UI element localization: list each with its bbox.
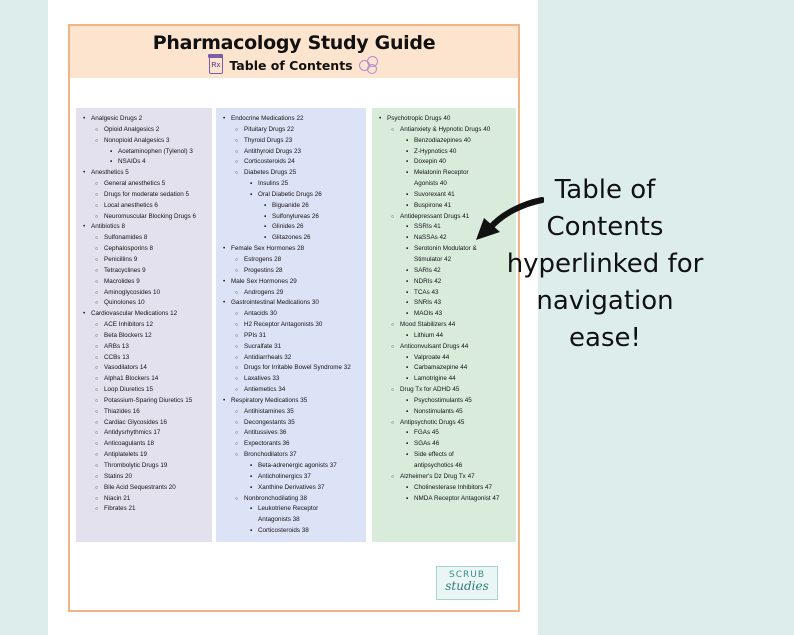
toc-link[interactable]: ○ Statins 20	[82, 472, 208, 483]
toc-link[interactable]: ○ Antianxiety & Hypnotic Drugs 40	[378, 125, 512, 136]
toc-link[interactable]: Antagonists 38	[258, 516, 300, 524]
toc-link[interactable]: ▪ MAOIs 43	[378, 309, 512, 320]
toc-link[interactable]: antipsychotics 46	[414, 462, 463, 469]
toc-link[interactable]: ▪ FGAs 45	[378, 428, 512, 439]
toc-link[interactable]: ○ Beta Blockers 12	[82, 331, 208, 342]
toc-link[interactable]: ○ Estrogens 28	[222, 255, 362, 266]
toc-link[interactable]: Agonists 40	[414, 180, 447, 188]
toc-link[interactable]: ▪ Glinides 26	[222, 222, 362, 233]
toc-link[interactable]: ▪ Melatonin Receptor	[378, 168, 512, 179]
scrub-studies-logo	[436, 566, 498, 600]
toc-link[interactable]: ○ Androgens 29	[222, 288, 362, 299]
toc-link[interactable]: ○ Decongestants 35	[222, 418, 362, 429]
toc-link[interactable]: ○ Nonbronchodilating 38	[222, 494, 362, 505]
toc-link[interactable]: ▪ SSRIs 41	[378, 222, 512, 233]
toc-link[interactable]: • Psychotropic Drugs 40	[378, 114, 512, 125]
toc-link[interactable]: ○ Antidiarrheals 32	[222, 353, 362, 364]
toc-link[interactable]: ▪ SGAs 46	[378, 439, 512, 450]
toc-link[interactable]: ○ Anticoagulants 18	[82, 439, 208, 450]
toc-link[interactable]: ○ PPIs 31	[222, 331, 362, 342]
toc-link[interactable]: ○ Bronchodilators 37	[222, 450, 362, 461]
toc-link[interactable]: ▪ NaSSAs 42	[378, 233, 512, 244]
toc-subtitle: Table of Contents	[229, 57, 353, 73]
toc-link[interactable]: • Antibiotics 8	[82, 222, 208, 233]
toc-link[interactable]: ○ Alpha1 Blockers 14	[82, 374, 208, 385]
toc-link[interactable]: ○ Antithyroid Drugs 23	[222, 147, 362, 158]
toc-link[interactable]: ○ Pituitary Drugs 22	[222, 125, 362, 136]
toc-link[interactable]: ○ Drugs for moderate sedation 5	[82, 190, 208, 201]
toc-link[interactable]: ▪ Cholinesterase Inhibitors 47	[378, 483, 512, 494]
toc-link[interactable]: ○ Diabetes Drugs 25	[222, 168, 362, 179]
toc-link[interactable]: ▪ Xanthine Derivatives 37	[222, 483, 362, 494]
toc-link[interactable]: ○ Antihistamines 35	[222, 407, 362, 418]
toc-link[interactable]: ○ Antipsychotic Drugs 45	[378, 418, 512, 429]
toc-link[interactable]: ▪ Serotonin Modulator &	[378, 244, 512, 255]
toc-link[interactable]: ○ Thyroid Drugs 23	[222, 136, 362, 147]
toc-link[interactable]: ▪ Leukotriene Receptor	[222, 504, 362, 515]
toc-link[interactable]: ○ Sucralfate 31	[222, 342, 362, 353]
toc-link[interactable]: ○ Vasodilators 14	[82, 363, 208, 374]
toc-link[interactable]: ○ Antiemetics 34	[222, 385, 362, 396]
toc-column-2	[216, 108, 366, 542]
toc-link[interactable]: ▪ Beta-adrenergic agonists 37	[222, 461, 362, 472]
toc-link[interactable]: ○ Cardiac Glycosides 16	[82, 418, 208, 429]
toc-link[interactable]: ▪ NMDA Receptor Antagonist 47	[378, 494, 512, 505]
callout-line: hyperlinked for	[506, 249, 704, 279]
toc-link[interactable]: ▪ Biguanide 26	[222, 201, 362, 212]
toc-link[interactable]: ▪ Lamotrigine 44	[378, 374, 512, 385]
toc-link[interactable]: ○ Antitussives 36	[222, 428, 362, 439]
toc-link[interactable]: ○ Corticosteroids 24	[222, 157, 362, 168]
toc-link[interactable]: • Female Sex Hormones 28	[222, 244, 362, 255]
toc-link[interactable]: ○ Laxatives 33	[222, 374, 362, 385]
toc-link[interactable]: ○ Niacin 21	[82, 494, 208, 505]
toc-link[interactable]: ○ Sulfonamides 8	[82, 233, 208, 244]
toc-link[interactable]: ▪ NSAIDs 4	[82, 157, 208, 168]
toc-link[interactable]: ▪ Lithium 44	[378, 331, 512, 342]
toc-link[interactable]: ○ Drugs for Irritable Bowel Syndrome 32	[222, 363, 362, 374]
toc-link[interactable]: ▪ Benzodiazepines 40	[378, 136, 512, 147]
toc-link[interactable]: ○ Thiazides 16	[82, 407, 208, 418]
toc-link[interactable]: ▪ Side effects of	[378, 450, 512, 461]
toc-link[interactable]: Stimulator 42	[414, 255, 452, 263]
toc-link[interactable]: ○ CCBs 13	[82, 353, 208, 364]
toc-link[interactable]: ▪ Anticholinergics 37	[222, 472, 362, 483]
callout-line: ease!	[569, 323, 641, 353]
pills-icon	[359, 56, 379, 74]
toc-link[interactable]: ○ Anticonvulsant Drugs 44	[378, 342, 512, 353]
callout-line: Contents	[546, 212, 664, 242]
toc-link[interactable]: ▪ SNRIs 43	[378, 298, 512, 309]
toc-column-3	[372, 108, 516, 542]
toc-link[interactable]: ○ ACE Inhibitors 12	[82, 320, 208, 331]
toc-link[interactable]: ▪ Psychostimulants 45	[378, 396, 512, 407]
toc-link[interactable]: ○ Mood Stabilizers 44	[378, 320, 512, 331]
logo-studies-text: studies	[445, 579, 489, 593]
toc-link[interactable]: ○ Nonopioid Analgesics 3	[82, 136, 208, 147]
callout-text	[500, 172, 710, 357]
toc-link[interactable]: ○ Drug Tx for ADHD 45	[378, 385, 512, 396]
toc-link[interactable]: ▪ Suvorexant 41	[378, 190, 512, 201]
page-title: Pharmacology Study Guide	[152, 32, 436, 54]
toc-link[interactable]: ○ Bile Acid Sequestrants 20	[82, 483, 208, 494]
toc-link[interactable]: ▪ Acetaminophen (Tylenol) 3	[82, 147, 208, 158]
toc-link[interactable]: ○ Local anesthetics 6	[82, 201, 208, 212]
toc-link[interactable]: • Respiratory Medications 35	[222, 396, 362, 407]
toc-link[interactable]: • Gastrointestinal Medications 30	[222, 298, 362, 309]
toc-link[interactable]: ○ Neuromuscular Blocking Drugs 6	[82, 212, 208, 223]
toc-link[interactable]: ○ General anesthetics 5	[82, 179, 208, 190]
toc-link[interactable]: ▪ Doxepin 40	[378, 157, 512, 168]
toc-link[interactable]: • Cardiovascular Medications 12	[82, 309, 208, 320]
toc-link[interactable]: ▪ Carbamazepine 44	[378, 363, 512, 374]
toc-link[interactable]: ▪ SARIs 42	[378, 266, 512, 277]
toc-link[interactable]: • Analgesic Drugs 2	[82, 114, 208, 125]
toc-link[interactable]: ▪ Valproate 44	[378, 353, 512, 364]
toc-link[interactable]: ○ Potassium-Sparing Diuretics 15	[82, 396, 208, 407]
callout-line: Table of	[554, 175, 656, 205]
toc-link[interactable]: ▪ Glitazones 26	[222, 233, 362, 244]
toc-link[interactable]: • Male Sex Hormones 29	[222, 277, 362, 288]
toc-link[interactable]: ○ Aminoglycosides 10	[82, 288, 208, 299]
toc-link[interactable]: ▪ NDRIs 42	[378, 277, 512, 288]
toc-link[interactable]: ▪ TCAs 43	[378, 288, 512, 299]
toc-link[interactable]: ○ Progestins 28	[222, 266, 362, 277]
toc-link[interactable]: ▪ Corticosteroids 38	[222, 526, 362, 537]
toc-link[interactable]: ▪ Insulins 25	[222, 179, 362, 190]
toc-link[interactable]: • Anesthetics 5	[82, 168, 208, 179]
toc-link[interactable]: ○ ARBs 13	[82, 342, 208, 353]
toc-link[interactable]: ○ Penicillins 9	[82, 255, 208, 266]
callout-line: navigation	[536, 286, 674, 316]
toc-link[interactable]: ○ Tetracyclines 9	[82, 266, 208, 277]
subtitle-row	[70, 56, 518, 74]
toc-link[interactable]: ○ Expectorants 36	[222, 439, 362, 450]
toc-link[interactable]: ○ Alzheimer's Dz Drug Tx 47	[378, 472, 512, 483]
toc-link[interactable]: ○ Thrombolytic Drugs 19	[82, 461, 208, 472]
study-guide-page	[68, 24, 520, 612]
toc-link[interactable]: ○ Antiplatelets 19	[82, 450, 208, 461]
toc-link[interactable]: ○ Opioid Analgesics 2	[82, 125, 208, 136]
toc-link[interactable]: ○ H2 Receptor Antagonists 30	[222, 320, 362, 331]
toc-link[interactable]: ▪ Sulfonylureas 26	[222, 212, 362, 223]
toc-link[interactable]: • Endocrine Medications 22	[222, 114, 362, 125]
toc-link[interactable]: ○ Fibrates 21	[82, 504, 208, 515]
toc-link[interactable]: ▪ Buspirone 41	[378, 201, 512, 212]
toc-link[interactable]: ○ Cephalosporins 8	[82, 244, 208, 255]
toc-link[interactable]: ▪ Nonstimulants 45	[378, 407, 512, 418]
logo-scrub-text: SCRUB	[448, 570, 485, 580]
prescription-bottle-icon: Rx	[209, 56, 223, 74]
toc-link[interactable]: ▪ Oral Diabetic Drugs 26	[222, 190, 362, 201]
header-banner	[70, 26, 518, 78]
toc-link[interactable]: ▪ Z-Hypnotics 40	[378, 147, 512, 158]
toc-link[interactable]: ○ Quinolones 10	[82, 298, 208, 309]
toc-link[interactable]: ○ Antidepressant Drugs 41	[378, 212, 512, 223]
toc-link[interactable]: ○ Loop Diuretics 15	[82, 385, 208, 396]
toc-link[interactable]: ○ Antacids 30	[222, 309, 362, 320]
toc-link[interactable]: ○ Macrolides 9	[82, 277, 208, 288]
toc-link[interactable]: ○ Antidysrhythmics 17	[82, 428, 208, 439]
toc-column-1	[76, 108, 212, 542]
